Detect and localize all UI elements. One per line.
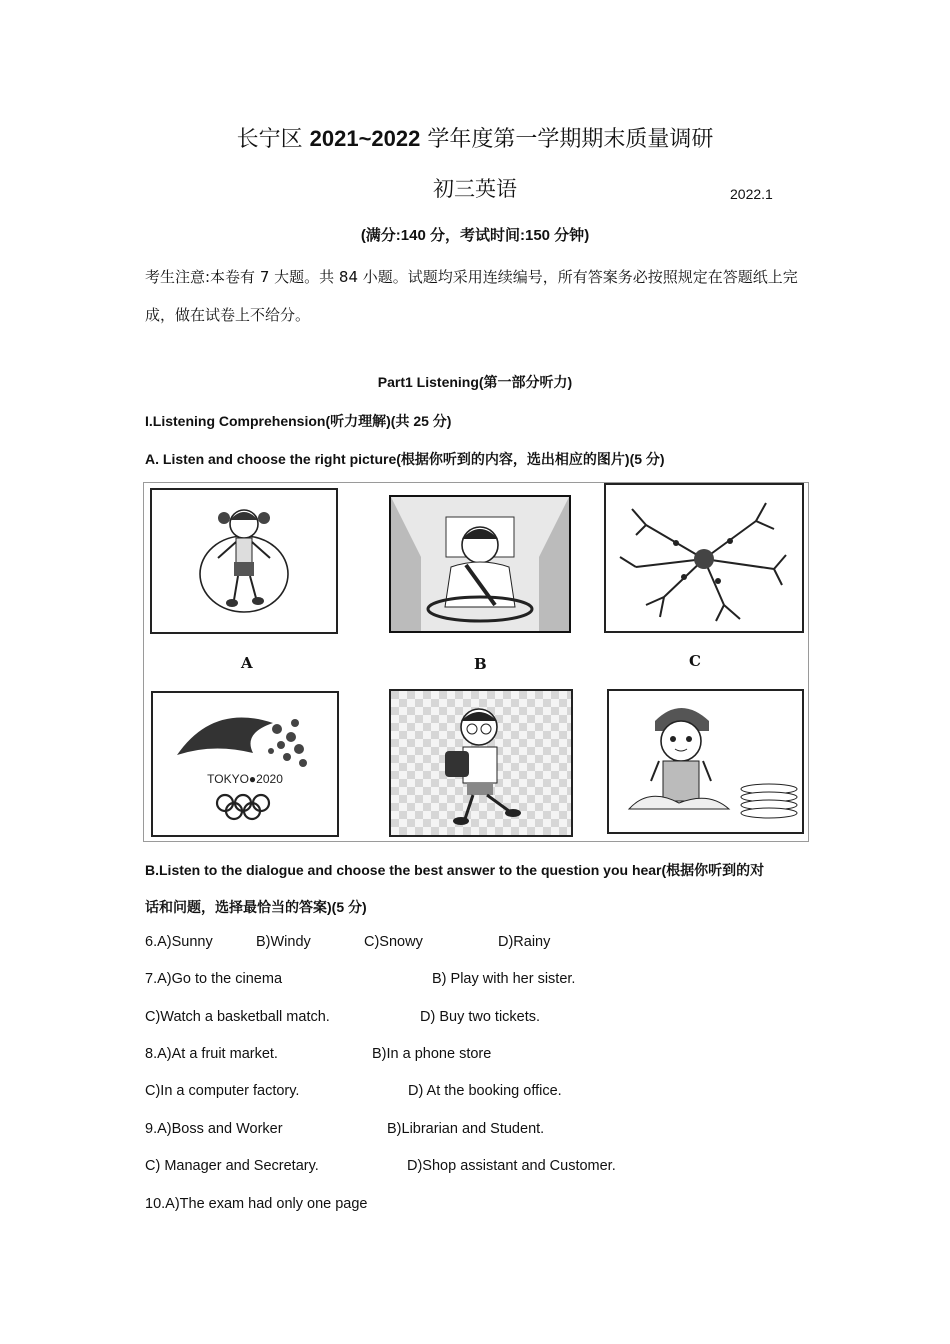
q8-option-b: B)In a phone store [372,1046,492,1062]
section-b-heading-line2: 话和问题，选择最恰当的答案)(5 分) [145,899,367,915]
section-a-heading: A. Listen and choose the right picture(根据你听到的内容，选出相应的图片)(5 分) [145,451,665,467]
q7-option-c: C)Watch a basketball match. [145,1009,330,1025]
q9-option-a: 9.A)Boss and Worker [145,1121,283,1137]
exam-subtitle: 初三英语 [433,177,517,201]
picture-c-neuron [604,483,804,633]
q6-option-c: C)Snowy [364,934,423,950]
q10-option-a: 10.A)The exam had only one page [145,1196,368,1212]
picture-label-c: C [689,652,701,670]
picture-label-a: A [241,654,253,672]
section-b-heading-line1: B.Listen to the dialogue and choose the best answer to the question you hear(根据你听到的对 [145,862,765,878]
q6-option-b: B)Windy [256,934,311,950]
picture-a-jump-rope [150,488,338,634]
part1-heading: Part1 Listening(第一部分听力) [377,374,573,390]
q9-option-d: D)Shop assistant and Customer. [407,1158,616,1174]
q9-option-c: C) Manager and Secretary. [145,1158,319,1174]
exam-date: 2022.1 [730,186,773,202]
q8-option-d: D) At the booking office. [408,1083,562,1099]
picture-e-boy-walking [389,689,573,837]
picture-label-b: B [474,655,487,673]
svg-text:TOKYO●2020: TOKYO●2020 [207,772,283,786]
q9-option-b: B)Librarian and Student. [387,1121,545,1137]
q6-option-d: D)Rainy [498,934,551,950]
q8-option-a: 8.A)At a fruit market. [145,1046,278,1062]
q6-option-a: 6.A)Sunny [145,934,213,950]
q8-option-c: C)In a computer factory. [145,1083,300,1099]
picture-b-driver [389,495,571,633]
score-time-line: (满分:140 分，考试时间:150 分钟) [360,227,590,244]
q7-option-d: D) Buy two tickets. [420,1009,541,1025]
picture-d-tokyo-2020 [151,691,339,837]
picture-grid [143,482,809,842]
exam-notice: 考生注意:本卷有 7 大题。共 84 小题。试题均采用连续编号，所有答案务必按照规定在答题纸上完成，做在试卷上不给分。 [145,268,798,324]
q7-option-b: B) Play with her sister. [432,971,576,987]
section-listening-comprehension: I.Listening Comprehension(听力理解)(共 25 分) [145,413,452,429]
picture-f-washing-dishes [607,689,804,834]
q7-option-a: 7.A)Go to the cinema [145,971,283,987]
exam-title: 长宁区 2021~2022 学年度第一学期期末质量调研 [236,126,714,152]
